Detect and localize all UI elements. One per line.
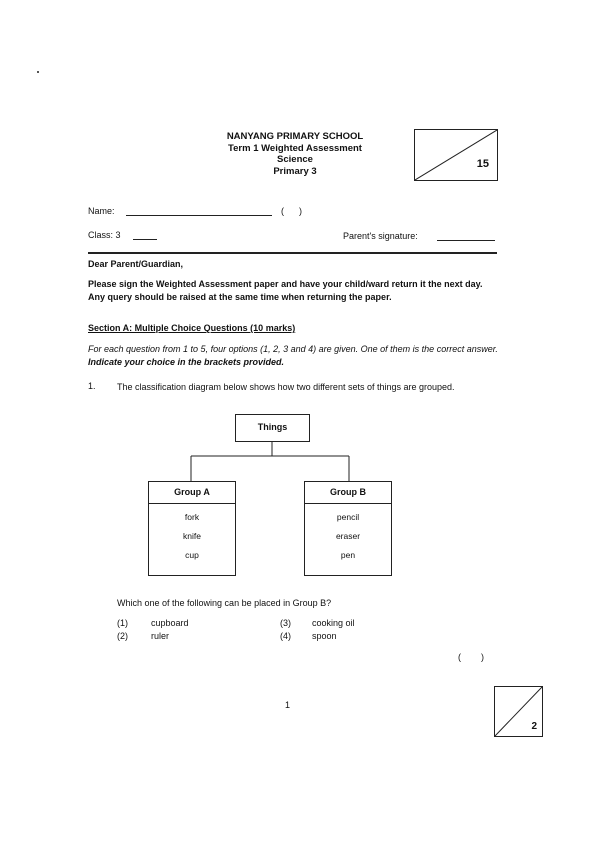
group-b-box [304, 481, 392, 576]
index-number-brackets: ( ) [281, 206, 302, 216]
question-text: The classification diagram below shows how two different sets of things are grouped. [117, 382, 455, 392]
option-number: (4) [280, 631, 291, 641]
signature-field-line[interactable] [437, 240, 495, 241]
option-text: spoon [312, 631, 337, 641]
group-a-box [148, 481, 236, 576]
root-label: Things [257, 422, 288, 432]
total-marks-box [414, 129, 498, 181]
option-number: (2) [117, 631, 128, 641]
parent-signature-label: Parent's signature: [343, 231, 418, 241]
answer-brackets[interactable]: ( ) [458, 652, 484, 662]
option-number: (1) [117, 618, 128, 628]
group-b-title: Group B [305, 482, 391, 504]
name-field-line[interactable] [126, 215, 272, 216]
level: Primary 3 [273, 165, 317, 177]
page-number: 1 [285, 700, 291, 710]
group-b-item: pen [340, 550, 356, 560]
assessment-title: Term 1 Weighted Assessment [228, 142, 362, 154]
tree-root-things [235, 414, 310, 442]
school-name: NANYANG PRIMARY SCHOOL [226, 131, 364, 142]
section-title: Section A: Multiple Choice Questions (10 marks) [88, 323, 296, 333]
instructions-text: For each question from 1 to 5, four options (1, 2, 3 and 4) are given. One of them is the correct answer. [88, 344, 498, 354]
section-instructions [88, 343, 498, 368]
question-number: 1. [88, 381, 96, 391]
notice-body: Please sign the Weighted Assessment paper and have your child/ward return it the next day. Any query should be raised at the same time when returning the paper. [88, 279, 483, 302]
option-text: cupboard [151, 618, 189, 628]
class-label: Class: 3 [88, 230, 121, 240]
diagonal-line [415, 130, 497, 180]
group-a-item: cup [185, 550, 199, 560]
group-a-title: Group A [149, 482, 235, 504]
salutation: Dear Parent/Guardian, [88, 259, 184, 269]
instructions-emphasis: Indicate your choice in the brackets provided. [88, 356, 285, 367]
paper-header [150, 131, 440, 177]
total-marks: 15 [476, 158, 489, 170]
group-a-item: fork [184, 512, 200, 522]
option-text: ruler [151, 631, 170, 641]
group-a-item: knife [183, 531, 201, 541]
page-marks: 2 [531, 721, 537, 732]
header-rule [88, 252, 497, 254]
option-number: (3) [280, 618, 291, 628]
stray-dot [37, 71, 39, 73]
group-b-item: pencil [336, 512, 360, 522]
question-prompt: Which one of the following can be placed in Group B? [117, 598, 332, 608]
option-text: cooking oil [312, 618, 355, 628]
group-b-item: eraser [335, 531, 361, 541]
class-field-line[interactable] [133, 239, 157, 240]
subject: Science [277, 154, 313, 165]
name-label: Name: [88, 206, 115, 216]
page-marks-box [494, 686, 543, 737]
